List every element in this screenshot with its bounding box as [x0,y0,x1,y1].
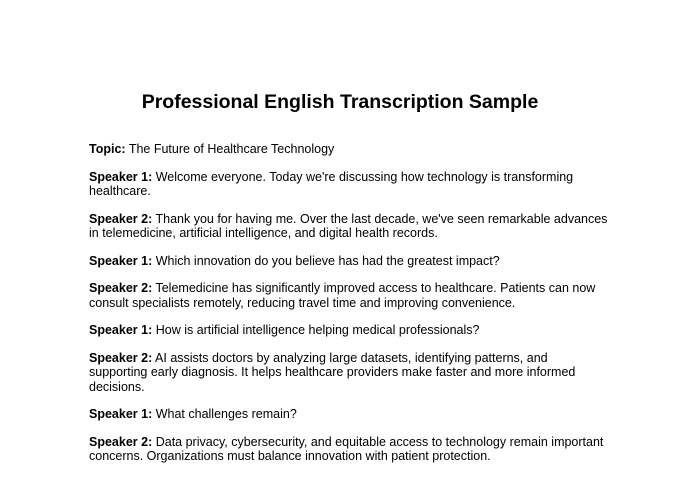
topic-text: The Future of Healthcare Technology [128,142,335,156]
speaker-text: How is artificial intelligence helping medical professionals? [155,323,480,337]
document-title: Professional English Transcription Sample [141,91,539,113]
speaker-label: Speaker 1: [89,253,153,268]
transcript-entry [89,254,609,269]
speaker-text: Thank you for having me. Over the last decade, we've seen remarkable advances in telemedicine, artificial intelligence, and digital health records. [89,211,608,240]
speaker-text: Telemedicine has significantly improved access to healthcare. Patients can now consult specialists remotely, reducing travel time and improving convenience. [89,281,596,310]
transcript-entry [89,170,609,199]
transcript-entry [89,281,609,310]
speaker-text: Data privacy, cybersecurity, and equitable access to technology remain important concerns. Organizations must balance innovation with patient protection. [89,434,604,463]
topic-label: Topic: [89,142,126,156]
speaker-label: Speaker 2: [89,434,153,449]
speaker-text: Welcome everyone. Today we're discussing how technology is transforming healthcare. [89,169,574,198]
speaker-text: What challenges remain? [155,407,297,421]
transcript-entry [89,407,609,422]
speaker-label: Speaker 1: [89,407,153,421]
speaker-text: Which innovation do you believe has had the greatest impact? [155,253,500,268]
speaker-label: Speaker 2: [89,211,153,226]
speaker-text: AI assists doctors by analyzing large datasets, identifying patterns, and supporting early diagnosis. It helps healthcare providers make faster and more informed decisions. [89,350,576,394]
transcript-entry [89,435,609,464]
transcript-entry [89,323,609,338]
transcript-body [89,142,609,477]
transcript-entry [89,212,609,241]
speaker-label: Speaker 2: [89,350,153,365]
transcript-entry [89,351,609,395]
speaker-label: Speaker 1: [89,169,153,184]
speaker-label: Speaker 2: [89,281,153,295]
topic-line [89,142,609,157]
speaker-label: Speaker 1: [89,323,153,337]
